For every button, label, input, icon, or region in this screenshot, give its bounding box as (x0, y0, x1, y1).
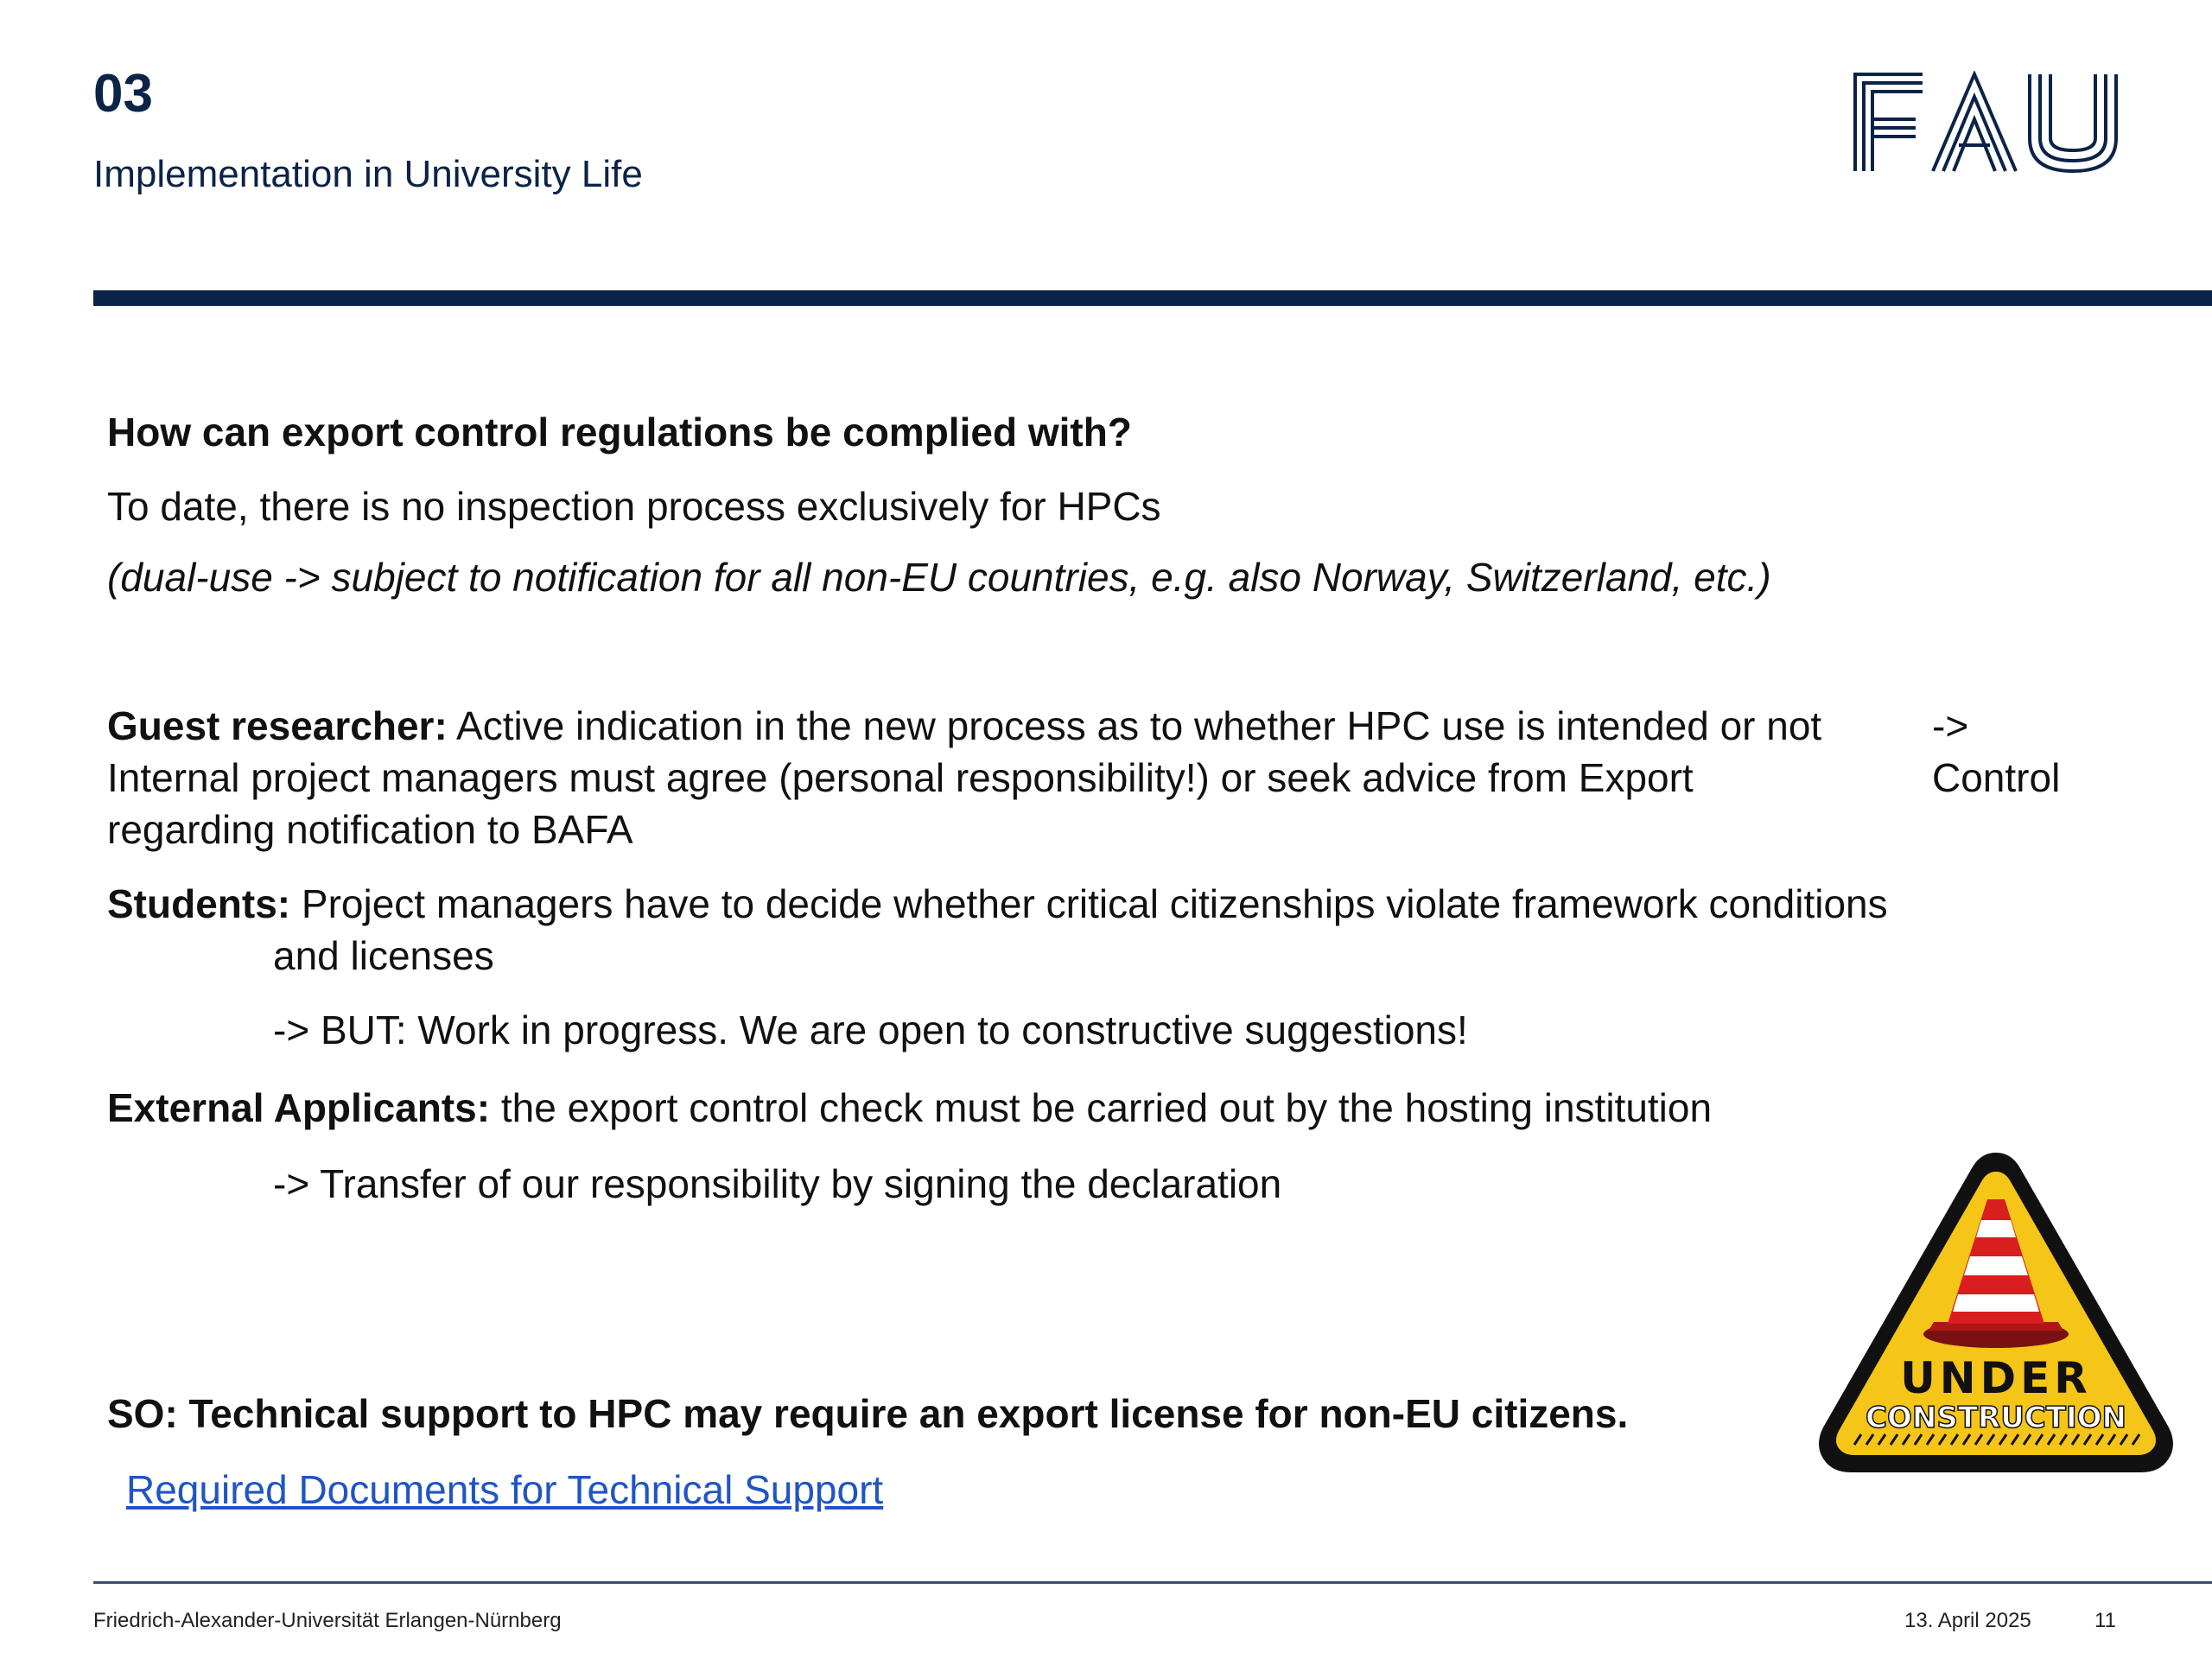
footer-rule (93, 1581, 2212, 1584)
external-note: -> Transfer of our responsibility by signing the declaration (273, 1161, 1282, 1206)
footer-page-number: 11 (2094, 1609, 2116, 1632)
section-number: 03 (93, 64, 153, 124)
students-line1: Project managers have to decide whether critical citizenships violate framework conditions (290, 881, 1888, 926)
guest-line3: regarding notification to BAFA (107, 807, 633, 852)
students-label: Students: (107, 881, 291, 926)
external-applicants-text: the export control check must be carried out by the hosting institution (490, 1085, 1713, 1130)
students-note: -> BUT: Work in progress. We are open to constructive suggestions! (273, 1007, 1468, 1052)
footer-organization: Friedrich-Alexander-Universität Erlangen-Nürnberg (93, 1609, 562, 1632)
guest-researcher-label: Guest researcher: (107, 703, 448, 748)
under-construction-sign (1815, 1146, 2177, 1483)
external-applicants-label: External Applicants: (107, 1085, 491, 1130)
section-title: Implementation in University Life (93, 153, 643, 195)
sign-line2: CONSTRUCTION (1866, 1401, 2126, 1435)
required-documents-link[interactable]: Required Documents for Technical Support (126, 1467, 884, 1512)
guest-side-text (1932, 700, 2060, 804)
external-applicants-paragraph (107, 1082, 1712, 1134)
students-line2: and licenses (273, 933, 494, 978)
header-rule (93, 290, 2212, 306)
footer-date: 13. April 2025 (1904, 1609, 2031, 1632)
sign-line1: UNDER (1900, 1353, 2092, 1403)
guest-line1: Active indication in the new process as to whether HPC use is intended or not (447, 703, 1822, 748)
fau-logo (1853, 71, 2121, 175)
dual-use-note: (dual-use -> subject to notification for all non-EU countries, e.g. also Norway, Switzerland, etc.) (107, 555, 1771, 600)
conclusion-text: SO: Technical support to HPC may require an export license for non-EU citizens. (107, 1391, 1629, 1436)
students-paragraph (107, 878, 1888, 982)
guest-side-control: Control (1932, 755, 2061, 800)
guest-line2: Internal project managers must agree (personal responsibility!) or seek advice from Export (107, 755, 1694, 800)
question-heading: How can export control regulations be complied with? (107, 410, 1132, 454)
guest-researcher-paragraph (107, 700, 1821, 855)
guest-side-arrow: -> (1932, 703, 1969, 748)
intro-line: To date, there is no inspection process exclusively for HPCs (107, 484, 1161, 529)
